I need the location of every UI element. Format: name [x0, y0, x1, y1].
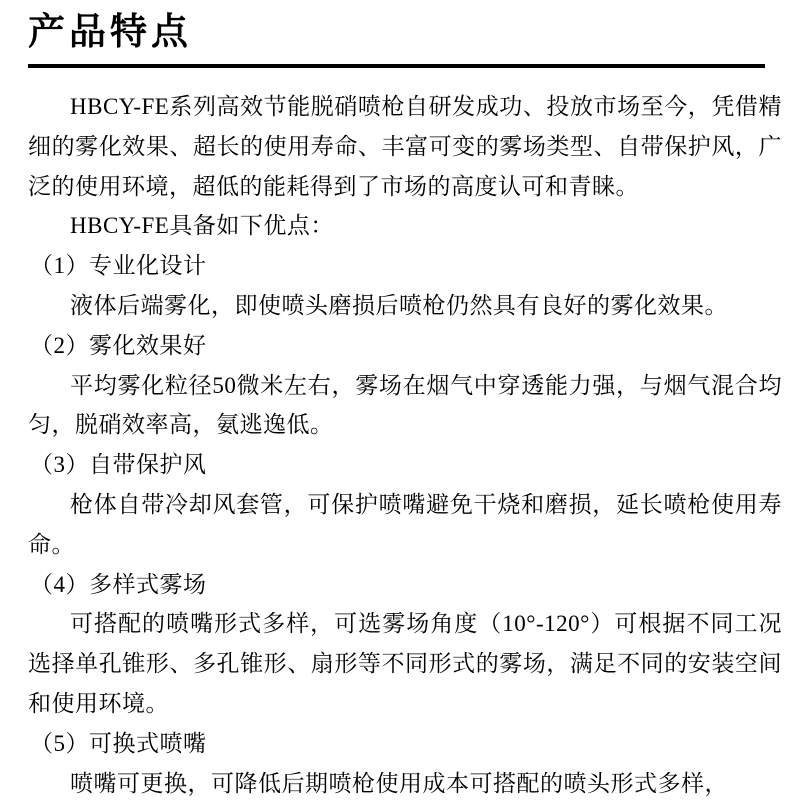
feature-1-description: 液体后端雾化，即使喷头磨损后喷枪仍然具有良好的雾化效果。 — [70, 292, 728, 318]
feature-5-description: 喷嘴可更换，可降低后期喷枪使用成本可搭配的喷头形式多样， — [70, 770, 728, 796]
feature-3-heading: （3）自带保护风 — [30, 452, 207, 478]
intro-paragraph: HBCY-FE系列高效节能脱硝喷枪自研发成功、投放市场至今，凭借精细的雾化效果、超长的使用寿命、丰富可变的雾场类型、自带保护风，广泛的使用环境，超低的能耗得到了市场的高度认可和青睐。 — [28, 94, 782, 199]
feature-4-description: 可搭配的喷嘴形式多样，可选雾场角度（10°-120°）可根据不同工况选择单孔锥形、多孔锥形、扇形等不同形式的雾场，满足不同的安装空间和使用环境。 — [28, 611, 782, 716]
page-title: 产品特点 — [28, 12, 192, 53]
feature-5-heading: （5）可换式喷嘴 — [30, 730, 207, 756]
feature-4-heading: （4）多样式雾场 — [30, 571, 207, 597]
advantages-lead-paragraph: HBCY-FE具备如下优点： — [70, 213, 334, 239]
feature-2-heading: （2）雾化效果好 — [30, 332, 207, 358]
title-divider-rule — [28, 64, 765, 68]
document-body — [28, 87, 782, 803]
feature-2-description: 平均雾化粒径50微米左右，雾场在烟气中穿透能力强，与烟气混合均匀，脱硝效率高，氨逃逸低。 — [28, 372, 782, 438]
feature-1-heading: （1）专业化设计 — [30, 253, 207, 279]
feature-3-description: 枪体自带冷却风套管，可保护喷嘴避免干烧和磨损，延长喷枪使用寿命。 — [28, 491, 782, 557]
